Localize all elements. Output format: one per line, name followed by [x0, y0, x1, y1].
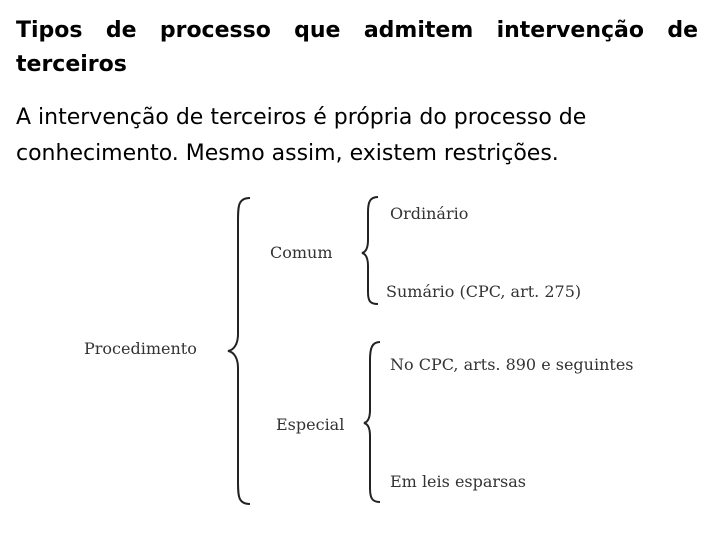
root-brace — [228, 198, 250, 504]
leaf-no-cpc: No CPC, arts. 890 e seguintes — [390, 355, 634, 374]
leaf-ordinario: Ordinário — [390, 204, 469, 223]
branch-comum-label: Comum — [270, 243, 333, 262]
branch-especial-label: Especial — [276, 415, 345, 434]
leaf-leis-esparsas: Em leis esparsas — [390, 472, 527, 491]
especial-brace — [364, 342, 380, 502]
root-label: Procedimento — [84, 339, 197, 358]
leaf-sumario: Sumário (CPC, art. 275) — [386, 282, 582, 301]
comum-brace — [362, 197, 378, 304]
slide-title: Tipos de processo que admitem intervenção de terceiros — [16, 18, 698, 77]
intro-paragraph: A intervenção de terceiros é própria do processo de conhecimento. Mesmo assim, existem restrições. — [16, 105, 587, 166]
